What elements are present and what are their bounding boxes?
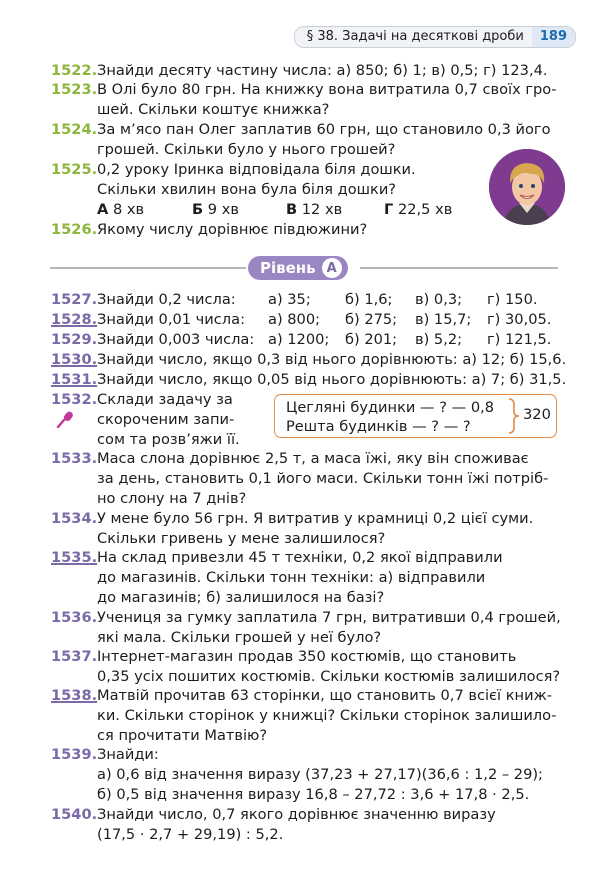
task-number: 1523.	[51, 81, 98, 98]
level-label: Рівень	[260, 259, 316, 277]
answer-option: Б 9 хв	[192, 201, 239, 218]
task-part: г) 150.	[487, 291, 538, 308]
task-text: Знайди число, якщо 0,05 від нього дорівнюють: а) 7; б) 31,5.	[97, 371, 567, 388]
task-text: які мала. Скільки грошей у неї було?	[97, 629, 382, 646]
task-text: но слону на 7 днів?	[97, 490, 247, 507]
task-number: 1535.	[51, 549, 98, 566]
task-part: б) 201;	[345, 331, 398, 348]
task-text: Знайди десяту частину числа: а) 850; б) 1; в) 0,5; г) 123,4.	[97, 62, 548, 79]
task-number: 1538.	[51, 687, 98, 704]
task-number: 1537.	[51, 648, 98, 665]
answer-option: А 8 хв	[97, 201, 145, 218]
task-text: На склад привезли 45 т техніки, 0,2 якої відправили	[97, 549, 503, 566]
task-text: В Олі було 80 грн. На книжку вона витратила 0,7 своїх гро-	[97, 81, 557, 98]
record-total: 320	[523, 406, 551, 423]
record-row: Цегляні будинки — ? — 0,8	[286, 399, 495, 416]
answer-option: В 12 хв	[286, 201, 343, 218]
task-text: Знайди число, 0,7 якого дорівнює значенню виразу	[97, 806, 496, 823]
task-number: 1539.	[51, 746, 98, 763]
task-part: б) 1,6;	[345, 291, 393, 308]
task-text: Знайди 0,01 числа:	[97, 311, 245, 328]
task-text: шей. Скільки коштує книжка?	[97, 101, 330, 118]
task-text: Якому числу дорівнює півдюжини?	[97, 221, 368, 238]
task-text: скороченим запи-	[97, 411, 235, 428]
task-number: 1527.	[51, 291, 98, 308]
task-number: 1534.	[51, 510, 98, 527]
task-number: 1536.	[51, 609, 98, 626]
task-part: в) 15,7;	[415, 311, 472, 328]
task-part: а) 1200;	[268, 331, 330, 348]
task-number: 1526.	[51, 221, 98, 238]
answer-option: Г 22,5 хв	[384, 201, 453, 218]
task-part: б) 275;	[345, 311, 398, 328]
task-text: Знайди 0,003 числа:	[97, 331, 255, 348]
task-number: 1540.	[51, 806, 98, 823]
task-part: г) 121,5.	[487, 331, 552, 348]
level-badge	[248, 256, 348, 280]
task-text: (17,5 · 2,7 + 29,19) : 5,2.	[97, 826, 284, 843]
task-number: 1529.	[51, 331, 98, 348]
task-number: 1525.	[51, 161, 98, 178]
task-text: За м’ясо пан Олег заплатив 60 грн, що становило 0,3 його	[97, 121, 551, 138]
section-title: § 38. Задачі на десяткові дроби	[295, 27, 532, 47]
microphone-icon	[56, 410, 74, 428]
task-text: Знайди число, якщо 0,3 від нього дорівнюють: а) 12; б) 15,6.	[97, 351, 567, 368]
task-number: 1522.	[51, 62, 98, 79]
task-part: в) 5,2;	[415, 331, 463, 348]
record-row: Решта будинків — ? — ?	[286, 418, 471, 435]
task-text: Учениця за гумку заплатила 7 грн, витративши 0,4 грошей,	[97, 609, 561, 626]
task-number: 1530.	[51, 351, 98, 368]
task-text: до магазинів. Скільки тонн техніки: а) відправили	[97, 569, 486, 586]
page-number: 189	[532, 27, 575, 47]
task-part: в) 0,3;	[415, 291, 463, 308]
task-text: ся прочитати Матвію?	[97, 727, 268, 744]
task-part: а) 800;	[268, 311, 321, 328]
task-number: 1524.	[51, 121, 98, 138]
task-text: до магазинів; б) залишилося на базі?	[97, 589, 385, 606]
task-text: Знайди 0,2 числа:	[97, 291, 236, 308]
task-text: У мене було 56 грн. Я витратив у крамниці 0,2 цієї суми.	[97, 510, 534, 527]
task-number: 1528.	[51, 311, 98, 328]
task-part: а) 35;	[268, 291, 311, 308]
brace-icon	[507, 398, 521, 434]
task-text: Маса слона дорівнює 2,5 т, а маса їжі, яку він споживає	[97, 450, 529, 467]
level-letter: А	[322, 258, 342, 278]
task-text: Скільки гривень у мене залишилося?	[97, 530, 386, 547]
task-number: 1532.	[51, 391, 98, 408]
task-number: 1531.	[51, 371, 98, 388]
task-text: ки. Скільки сторінок у книжці? Скільки сторінок залишило-	[97, 707, 557, 724]
task-text: за день, становить 0,1 його маси. Скільки тонн їжі потріб-	[97, 470, 549, 487]
task-text: Склади задачу за	[97, 391, 233, 408]
task-part: г) 30,05.	[487, 311, 552, 328]
student-avatar-image	[489, 149, 565, 225]
task-text: 0,35 усіх пошитих костюмів. Скільки костюмів залишилося?	[97, 668, 561, 685]
task-number: 1533.	[51, 450, 98, 467]
task-text: Матвій прочитав 63 сторінки, що становить 0,7 всієї книж-	[97, 687, 553, 704]
section-header	[294, 26, 576, 48]
divider-left	[50, 267, 246, 269]
task-text: Скільки хвилин вона була біля дошки?	[97, 181, 397, 198]
task-text: Інтернет-магазин продав 350 костюмів, що становить	[97, 648, 517, 665]
divider-right	[360, 267, 558, 269]
task-text: а) 0,6 від значення виразу (37,23 + 27,17)(36,6 : 1,2 – 29);	[97, 766, 543, 783]
task-text: Знайди:	[97, 746, 159, 763]
short-record-box	[274, 394, 557, 438]
task-text: 0,2 уроку Іринка відповідала біля дошки.	[97, 161, 416, 178]
task-text: грошей. Скільки було у нього грошей?	[97, 141, 396, 158]
task-text: б) 0,5 від значення виразу 16,8 – 27,72 : 3,6 + 17,8 · 2,5.	[97, 786, 530, 803]
task-text: сом та розв’яжи її.	[97, 431, 240, 448]
